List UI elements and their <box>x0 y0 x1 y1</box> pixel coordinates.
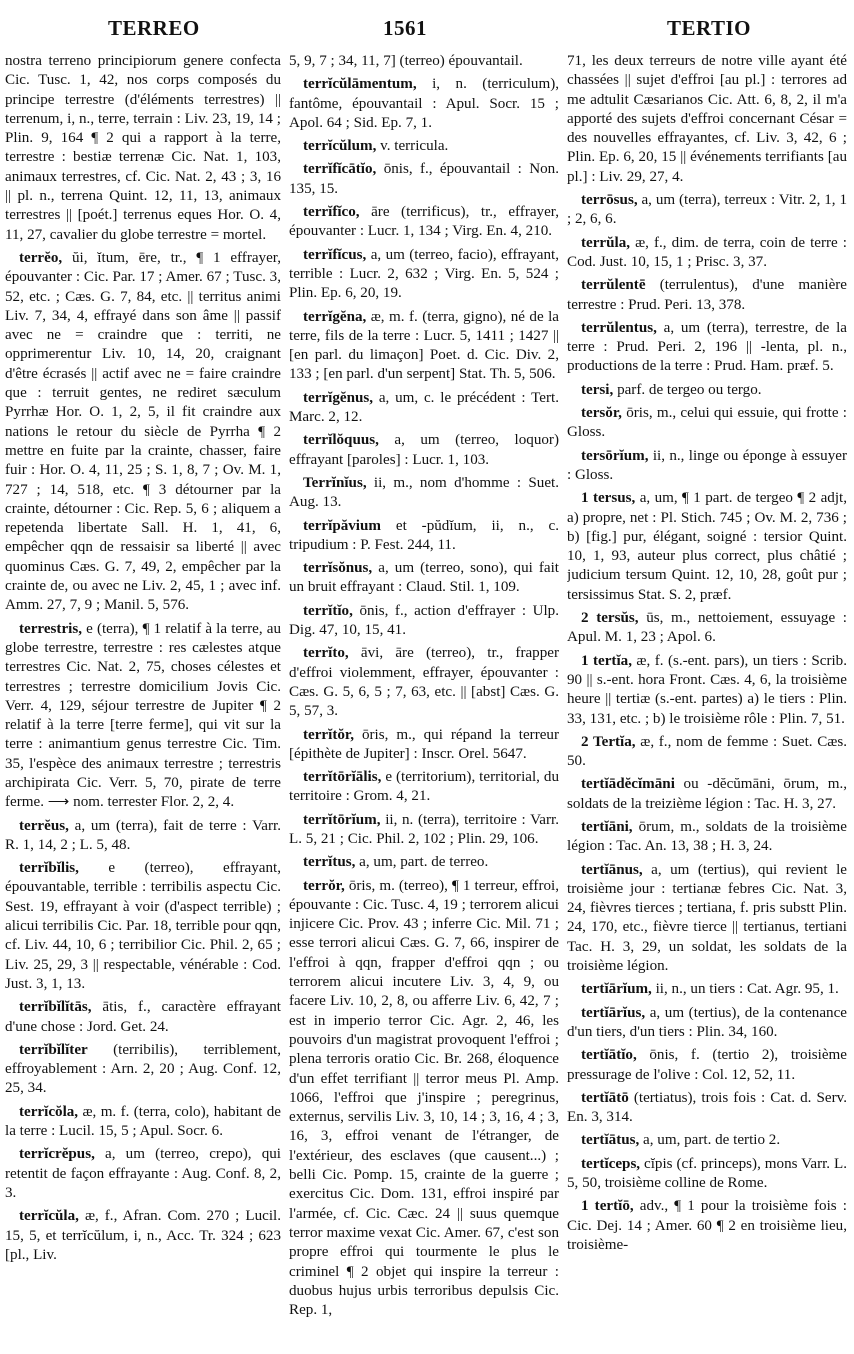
dictionary-entry <box>567 1197 847 1255</box>
dictionary-entry <box>567 775 847 814</box>
entry-text: a, um (terreo, crepo), qui retentit de façon effrayante : Aug. Conf. 8, 2, 3. <box>5 1146 281 1201</box>
headword: terrĭgĕnus, <box>303 389 374 406</box>
headword: terrĭpăvium <box>303 517 381 534</box>
dictionary-entry <box>289 431 559 470</box>
entry-text: ii, n., linge ou éponge à essuyer : Gloss. <box>567 447 847 483</box>
entry-text: ōrum, m., soldats de la troisième légion : Tac. An. 13, 38 ; H. 3, 24. <box>567 818 847 855</box>
entry-text: a, um (terreo, sono), qui fait un bruit effrayant : Claud. Stil. 1, 109. <box>289 560 559 596</box>
dictionary-entry <box>289 853 559 872</box>
headword: terrĭbĭlĭtās, <box>19 999 92 1016</box>
entry-text: 71, les deux terreurs de notre ville ayant été chassées || sujet d'effroi [au pl.] : terrores ad me adtulit Cæsarianos Cic. Att. 6, 8, 2, il m'a apporté des sujets d'effroi concernant César = des nouvelles effrayantes, cf. Liv. 3, 42, 6 ; Plin. Ep. 6, 20, 15 || événements terrifiants [au pl.] : Liv. 29, 27, 4. <box>567 53 847 185</box>
entry-text: (tertiatus), trois fois : Cat. d. Serv. En. 3, 314. <box>567 1089 847 1126</box>
entry-text: æ, m. f. (terra, gigno), né de la terre, fils de la terre : Lucr. 5, 1411 ; 1427 || [en parl. du limaçon] Poet. d. Cic. Div. 2, 133 ; [en parl. d'un serpent] Stat. Th. 5, 506. <box>289 308 559 383</box>
entry-text: æ, m. f. (terra, colo), habitant de la terre : Lucil. 15, 5 ; Apul. Socr. 6. <box>5 1103 281 1140</box>
dictionary-entry <box>289 137 559 156</box>
dictionary-entry <box>5 620 281 813</box>
dictionary-entry <box>567 191 847 230</box>
headword: terrŭlentē <box>581 277 646 294</box>
dictionary-entry <box>5 249 281 616</box>
headword: tertĭārĭum, <box>581 981 652 998</box>
headword: terrŭlentus, <box>581 319 657 336</box>
headword: terrŏr, <box>303 877 345 894</box>
headword: terrĭfĭco, <box>303 204 360 221</box>
headword: terrĭsŏnus, <box>303 560 373 577</box>
headword: tertĭānus, <box>581 861 643 878</box>
headword: terrĭbĭlĭter <box>19 1041 88 1058</box>
dictionary-entry <box>289 811 559 850</box>
dictionary-entry <box>5 1041 281 1099</box>
entry-text: nostra terreno principiorum genere confecta Cic. Tusc. 1, 42, nos corps composés du principe terrestre (d'éléments terrestres) || terrenum, i, n., terre, terrain : Liv. 23, 19, 14 ; Plin. 9, 164 ¶ 2 qui a rapport à la terre, terrestre : bestiæ terrenæ Cic. Nat. 1, 103, animaux terrestres, cf. Cic. Nat. 2, 43 ; 3, 16 || pl. n., terrena Quint. 12, 11, 13, animaux terrestres || [poét.] terrenus eques Hor. O. 4, 11, 27, cavalier du globe terrestre = mortel. <box>5 53 281 243</box>
page-header <box>0 8 854 46</box>
dictionary-entry <box>289 389 559 428</box>
entry-text: ii, m., nom d'homme : Suet. Aug. 13. <box>289 474 559 511</box>
headword: terrĭcŭla, <box>19 1208 79 1225</box>
dictionary-entry <box>567 652 847 729</box>
entry-text: a, um (terreo, facio), effrayant, terrible : Lucr. 2, 632 ; Virg. En. 5, 524 ; Plin. Ep. 6, 20, 19. <box>289 246 559 302</box>
entry-text: a, um, part. de tertio 2. <box>643 1132 781 1149</box>
headword: terrĭtus, <box>303 854 356 871</box>
entry-text: adv., ¶ 1 pour la troisième fois : Cic. Dej. 14 ; Amer. 60 ¶ 2 en troisième lieu, troisième- <box>567 1198 847 1253</box>
headword: 2 Tertĭa, <box>581 733 636 750</box>
headword: terrestris, <box>19 620 82 637</box>
headword: terrĭgĕna, <box>303 308 367 325</box>
entry-text: a, um, c. le précédent : Tert. Marc. 2, 12. <box>289 389 559 426</box>
dictionary-entry <box>567 52 847 187</box>
entry-text: a, um (tertius), qui revient le troisième jour : tertianæ febres Cic. Nat. 3, 24, fièvres tierces ; tertiana, f. pris substt Plin. 24, 170, etc., fièvre tierce || tertianus, tertiani Tac. H. 3, 29, un soldat, les soldats de la troisième légion. <box>567 861 847 975</box>
column-1 <box>5 52 281 1348</box>
dictionary-entry <box>567 404 847 443</box>
entry-text: āvi, āre (terreo), tr., frapper d'effroi violemment, effrayer, épouvanter : Cæs. G. 5, 6, 5 ; 7, 63, etc. || [abst] Cæs. G. 5, 57, 3. <box>289 645 559 720</box>
headword: tertĭātō <box>581 1089 629 1106</box>
entry-text: ōnis, f., action d'effrayer : Ulp. Dig. 47, 10, 15, 41. <box>289 602 559 639</box>
entry-text: ŭi, ĭtum, ēre, tr., ¶ 1 effrayer, épouvanter : Cic. Par. 17 ; Amer. 67 ; Tusc. 3, 52, etc. ; Cæs. G. 7, 84, etc. || territus animi Liv. 7, 34, 4, effrayé dans son âme || passif avec ne = craindre que : territi, ne opprimerentur Liv. 10, 14, 20, craignant d'être écrasés || actif avec ne = faire craindre que : terruit gentes, ne rediret sæculum Pyrrhæ Hor. O. 1, 2, 5, il fit craindre aux nations le retour du siècle de Pyrrha ¶ 2 mettre en fuite par la crainte, chasser, faire fuir : Hor. O. 4, 11, 25 ; S. 1, 8, 7 ; Ov. M. 1, 727 ; 14, 518, etc. ¶ 3 détourner par la crainte, détourner : Cic. Rep. 5, 6 ; aliquem a repetenda libertate Sall. H. 1, 41, 6, empêcher qqn de ressaisir sa liberté || avec quominus Cæs. G. 7, 49, 2, empêcher par la crainte de, ou avec ne Liv. 2, 45, 1 ; avec inf. Amm. 27, 7, 9 ; Manil. 5, 576. <box>5 249 281 614</box>
dictionary-entry <box>289 160 559 199</box>
dictionary-entry <box>289 474 559 513</box>
dictionary-entry <box>289 75 559 133</box>
text-columns <box>0 52 854 1352</box>
dictionary-entry <box>5 1145 281 1203</box>
entry-text: a, um (terra), terrestre, de la terre : Prud. Peri. 2, 196 || -lenta, pl. n., productions de la terre : Prud. Ham. præf. 5. <box>567 319 847 375</box>
entry-text: ou -dĕcŭmāni, ōrum, m., soldats de la treizième légion : Tac. H. 3, 27. <box>567 776 847 812</box>
running-head-left: TERREO <box>108 16 200 40</box>
dictionary-entry <box>567 319 847 377</box>
headword: terrĭtŏr, <box>303 726 354 743</box>
entry-text: æ, f. (s.-ent. pars), un tiers : Scrib. 90 || s.-ent. hora Front. Cæs. 4, 6, la troisième heure || tertiæ (s.-ent. partes) a) le tiers : Plin. 33, 131, etc. ; b) le troisième rôle : Plin. 7, 51. <box>567 652 847 727</box>
dictionary-entry <box>567 818 847 857</box>
dictionary-entry <box>289 602 559 641</box>
dictionary-entry <box>567 733 847 772</box>
entry-text: (terrulentus), d'une manière terrestre : Prud. Peri. 13, 378. <box>567 277 847 313</box>
entry-text: i, n. (terriculum), fantôme, épouvantail : Apul. Socr. 15 ; Apol. 64 ; Sid. Ep. 7, 1. <box>289 76 559 131</box>
entry-text: e (terra), ¶ 1 relatif à la terre, au globe terrestre, terrestre : res cælestes atque terrestres Cic. Nat. 2, 75, choses célestes et terrestres ; terrestre domicilium Jovis Cic. Verr. 4, 129, séjour terrestre de Jupiter ¶ 2 relatif à la terre [terre ferme], qui vit sur la terre : animantium genus terrestre Cic. Tim. 35, l'espèce des animaux terrestre ; terrestris archipirata Cic. Verr. 5, 70, pirate de terre ferme. ⟶ nom. terrester Flor. 2, 2, 4. <box>5 620 281 811</box>
entry-text: ii, n., un tiers : Cat. Agr. 95, 1. <box>655 981 839 998</box>
headword: terrŭla, <box>581 234 631 251</box>
headword: 1 tersus, <box>581 490 636 507</box>
headword: tersŏr, <box>581 405 622 422</box>
headword: 2 tersŭs, <box>581 610 639 627</box>
dictionary-entry <box>567 1046 847 1085</box>
headword: terrĭfĭcātĭo, <box>303 161 377 178</box>
headword: 1 tertĭa, <box>581 652 632 669</box>
page-number: 1561 <box>383 16 427 40</box>
entry-text: e (territorium), territorial, du territoire : Grom. 4, 21. <box>289 769 559 805</box>
column-2 <box>289 52 559 1348</box>
entry-text: a, um (terra), fait de terre : Varr. R. 1, 14, 2 ; L. 5, 48. <box>5 817 281 853</box>
entry-text: a, um (terra), terreux : Vitr. 2, 1, 1 ; 2, 6, 6. <box>567 192 847 228</box>
headword: terrĭlŏquus, <box>303 432 379 449</box>
entry-text: parf. de tergeo ou tergo. <box>617 381 762 398</box>
dictionary-entry <box>567 234 847 273</box>
dictionary-entry <box>5 859 281 994</box>
entry-text: æ, f., dim. de terra, coin de terre : Cod. Just. 10, 15, 1 ; Prisc. 3, 37. <box>567 234 847 270</box>
headword: terrĭbĭlis, <box>19 860 79 877</box>
dictionary-entry <box>289 559 559 598</box>
column-3 <box>567 52 847 1348</box>
headword: Terrĭnĭus, <box>303 474 367 491</box>
dictionary-entry <box>567 1089 847 1128</box>
entry-text: āre (terrificus), tr., effrayer, épouvanter : Lucr. 1, 134 ; Virg. En. 4, 210. <box>289 204 559 240</box>
dictionary-entry <box>5 998 281 1037</box>
dictionary-entry <box>567 276 847 315</box>
entry-text: ii, n. (terra), territoire : Varr. L. 5, 21 ; Cic. Phil. 2, 102 ; Plin. 29, 106. <box>289 811 559 847</box>
dictionary-entry <box>567 861 847 977</box>
entry-text: ōnis, f. (tertio 2), troisième pressurage de l'olive : Col. 12, 52, 11. <box>567 1047 847 1083</box>
dictionary-entry <box>567 980 847 999</box>
headword: terrĭtōrĭālis, <box>303 769 382 786</box>
entry-text: ōris, m., celui qui essuie, qui frotte : Gloss. <box>567 405 847 441</box>
headword: tersōrĭum, <box>581 447 649 464</box>
entry-text: a, um (terreo, loquor) effrayant [paroles] : Lucr. 1, 103. <box>289 432 559 468</box>
entry-text: a, um (tertius), de la contenance d'un tiers, d'un tiers : Plin. 34, 160. <box>567 1004 847 1040</box>
entry-text: æ, f., nom de femme : Suet. Cæs. 50. <box>567 733 847 770</box>
running-head-right: TERTIO <box>667 16 751 40</box>
entry-text: a, um, ¶ 1 part. de tergeo ¶ 2 adjt, a) propre, net : Pl. Stich. 745 ; Ov. M. 2, 736 ; b) [fig.] pur, élégant, soigné : tersior Quint. 10, 1, 93, auteur plus correct, plus châtié ; judicium tersum Quint. 12, 10, 28, goût pur ; tersissimus Stat. S. 2, præf. <box>567 490 847 603</box>
entry-text: v. terricula. <box>380 138 449 155</box>
dictionary-entry <box>289 877 559 1321</box>
headword: terrōsus, <box>581 192 638 209</box>
entry-text: e (terreo), effrayant, épouvantable, terrible : terribilis aspectu Cic. Sest. 19, effrayant à voir (d'aspect terrible) ; alicui terribilis Cic. Par. 18, terrible pour qqn, cf. Liv. 44, 10, 6 ; terribilior Cic. Phil. 2, 65 ; Liv. 25, 29, 3 || respectable, vénérable : Cod. Just. 3, 1, 13. <box>5 860 281 992</box>
entry-text: 5, 9, 7 ; 34, 11, 7] (terreo) épouvantail. <box>289 53 523 69</box>
headword: tersi, <box>581 381 614 398</box>
headword: terrĭto, <box>303 645 349 662</box>
headword: 1 tertĭō, <box>581 1198 634 1215</box>
headword: tertĭceps, <box>581 1155 641 1172</box>
dictionary-entry <box>567 447 847 486</box>
entry-text: æ, f., Afran. Com. 270 ; Lucil. 15, 5, et terrĭcŭlum, i, n., Acc. Tr. 324 ; 623 [pl., Liv. <box>5 1208 281 1263</box>
headword: tertĭādĕcĭmāni <box>581 776 675 793</box>
headword: tertĭārĭus, <box>581 1004 646 1021</box>
dictionary-entry <box>567 1131 847 1150</box>
entry-text: a, um, part. de terreo. <box>359 854 489 871</box>
headword: tertĭāni, <box>581 818 633 835</box>
dictionary-entry <box>289 246 559 304</box>
entry-text: ūs, m., nettoiement, essuyage : Apul. M. 1, 23 ; Apol. 6. <box>567 610 847 646</box>
headword: terrĕus, <box>19 817 69 834</box>
entry-text: et -pŭdĭum, ii, n., c. tripudium : P. Fest. 244, 11. <box>289 517 559 553</box>
dictionary-entry <box>289 308 559 385</box>
entry-text: cĭpis (cf. princeps), mons Varr. L. 5, 50, troisième colline de Rome. <box>567 1155 847 1192</box>
entry-text: ātis, f., caractère effrayant d'une chose : Jord. Get. 24. <box>5 999 281 1035</box>
dictionary-entry <box>567 1004 847 1043</box>
headword: tertĭātus, <box>581 1132 640 1149</box>
dictionary-entry <box>5 817 281 856</box>
dictionary-entry <box>567 1155 847 1194</box>
headword: terrĭcrĕpus, <box>19 1146 95 1163</box>
entry-text: ōris, m. (terreo), ¶ 1 terreur, effroi, épouvante : Cic. Tusc. 4, 19 ; terrorem alicui injicere Cic. Prov. 43 ; inferre Cic. Mil. 71 ; esse terrori alicui Cæs. G. 7, 66, inspirer de l'effroi à qqn, frapper d'effroi qqn ; ou terrorem alicui incutere Liv. 3, 4, 9, ou facere Liv. 10, 2, 8, ou afferre Liv. 6, 42, 7 ; est in imperio terror Cic. Agr. 2, 46, les pouvoirs d'un magistrat provoquent l'effroi ; plena terroris oratio Cic. Br. 268, éloquence d'un effet terrifiant || terror meus Pl. Amp. 1066, l'effroi que j'inspire ; peregrinus, externus, servilis Liv. 3, 10, 14 ; 3, 16, 4 ; 3, 16, 3, effroi venant de l'étranger, de l'extérieur, des esclaves (que causent...) ; belli Cic. Pomp. 15, crainte de la guerre ; exercitus Cic. Dom. 131, effroi inspiré par l'armée, cf. Cic. Cæc. 24 || suus quemque terror maxime vexat Cic. Amer. 67, c'est son propre effroi qui tourmente le plus le criminel ¶ 2 objet qui inspire la terreur : duobus hujus urbis terroribus depulsis Cic. Rep. 1, <box>289 877 559 1319</box>
entry-text: ōris, m., qui répand la terreur [épithète de Jupiter] : Inscr. Orel. 5647. <box>289 726 559 762</box>
dictionary-entry <box>289 768 559 807</box>
entry-text: ōnis, f., épouvantail : Non. 135, 15. <box>289 161 559 197</box>
dictionary-entry <box>289 644 559 721</box>
headword: terrĭtōrĭum, <box>303 811 381 828</box>
dictionary-entry <box>289 726 559 765</box>
headword: terrĭcŭlum, <box>303 138 377 155</box>
entry-text: (terribilis), terriblement, effroyablement : Arn. 2, 20 ; Aug. Conf. 12, 25, 34. <box>5 1041 281 1097</box>
dictionary-entry <box>567 489 847 605</box>
headword: terrĭcŏla, <box>19 1103 79 1120</box>
dictionary-entry <box>5 52 281 245</box>
dictionary-entry <box>5 1207 281 1265</box>
dictionary-entry <box>5 1103 281 1142</box>
headword: tertĭātĭo, <box>581 1047 637 1064</box>
dictionary-entry <box>289 517 559 556</box>
dictionary-entry <box>567 381 847 400</box>
headword: terrĭtĭo, <box>303 602 353 619</box>
dictionary-entry <box>289 52 559 71</box>
headword: terrĕo, <box>19 249 63 266</box>
headword: terrĭcŭlāmentum, <box>303 76 417 93</box>
dictionary-entry <box>289 203 559 242</box>
dictionary-entry <box>567 609 847 648</box>
headword: terrĭfĭcus, <box>303 246 367 263</box>
